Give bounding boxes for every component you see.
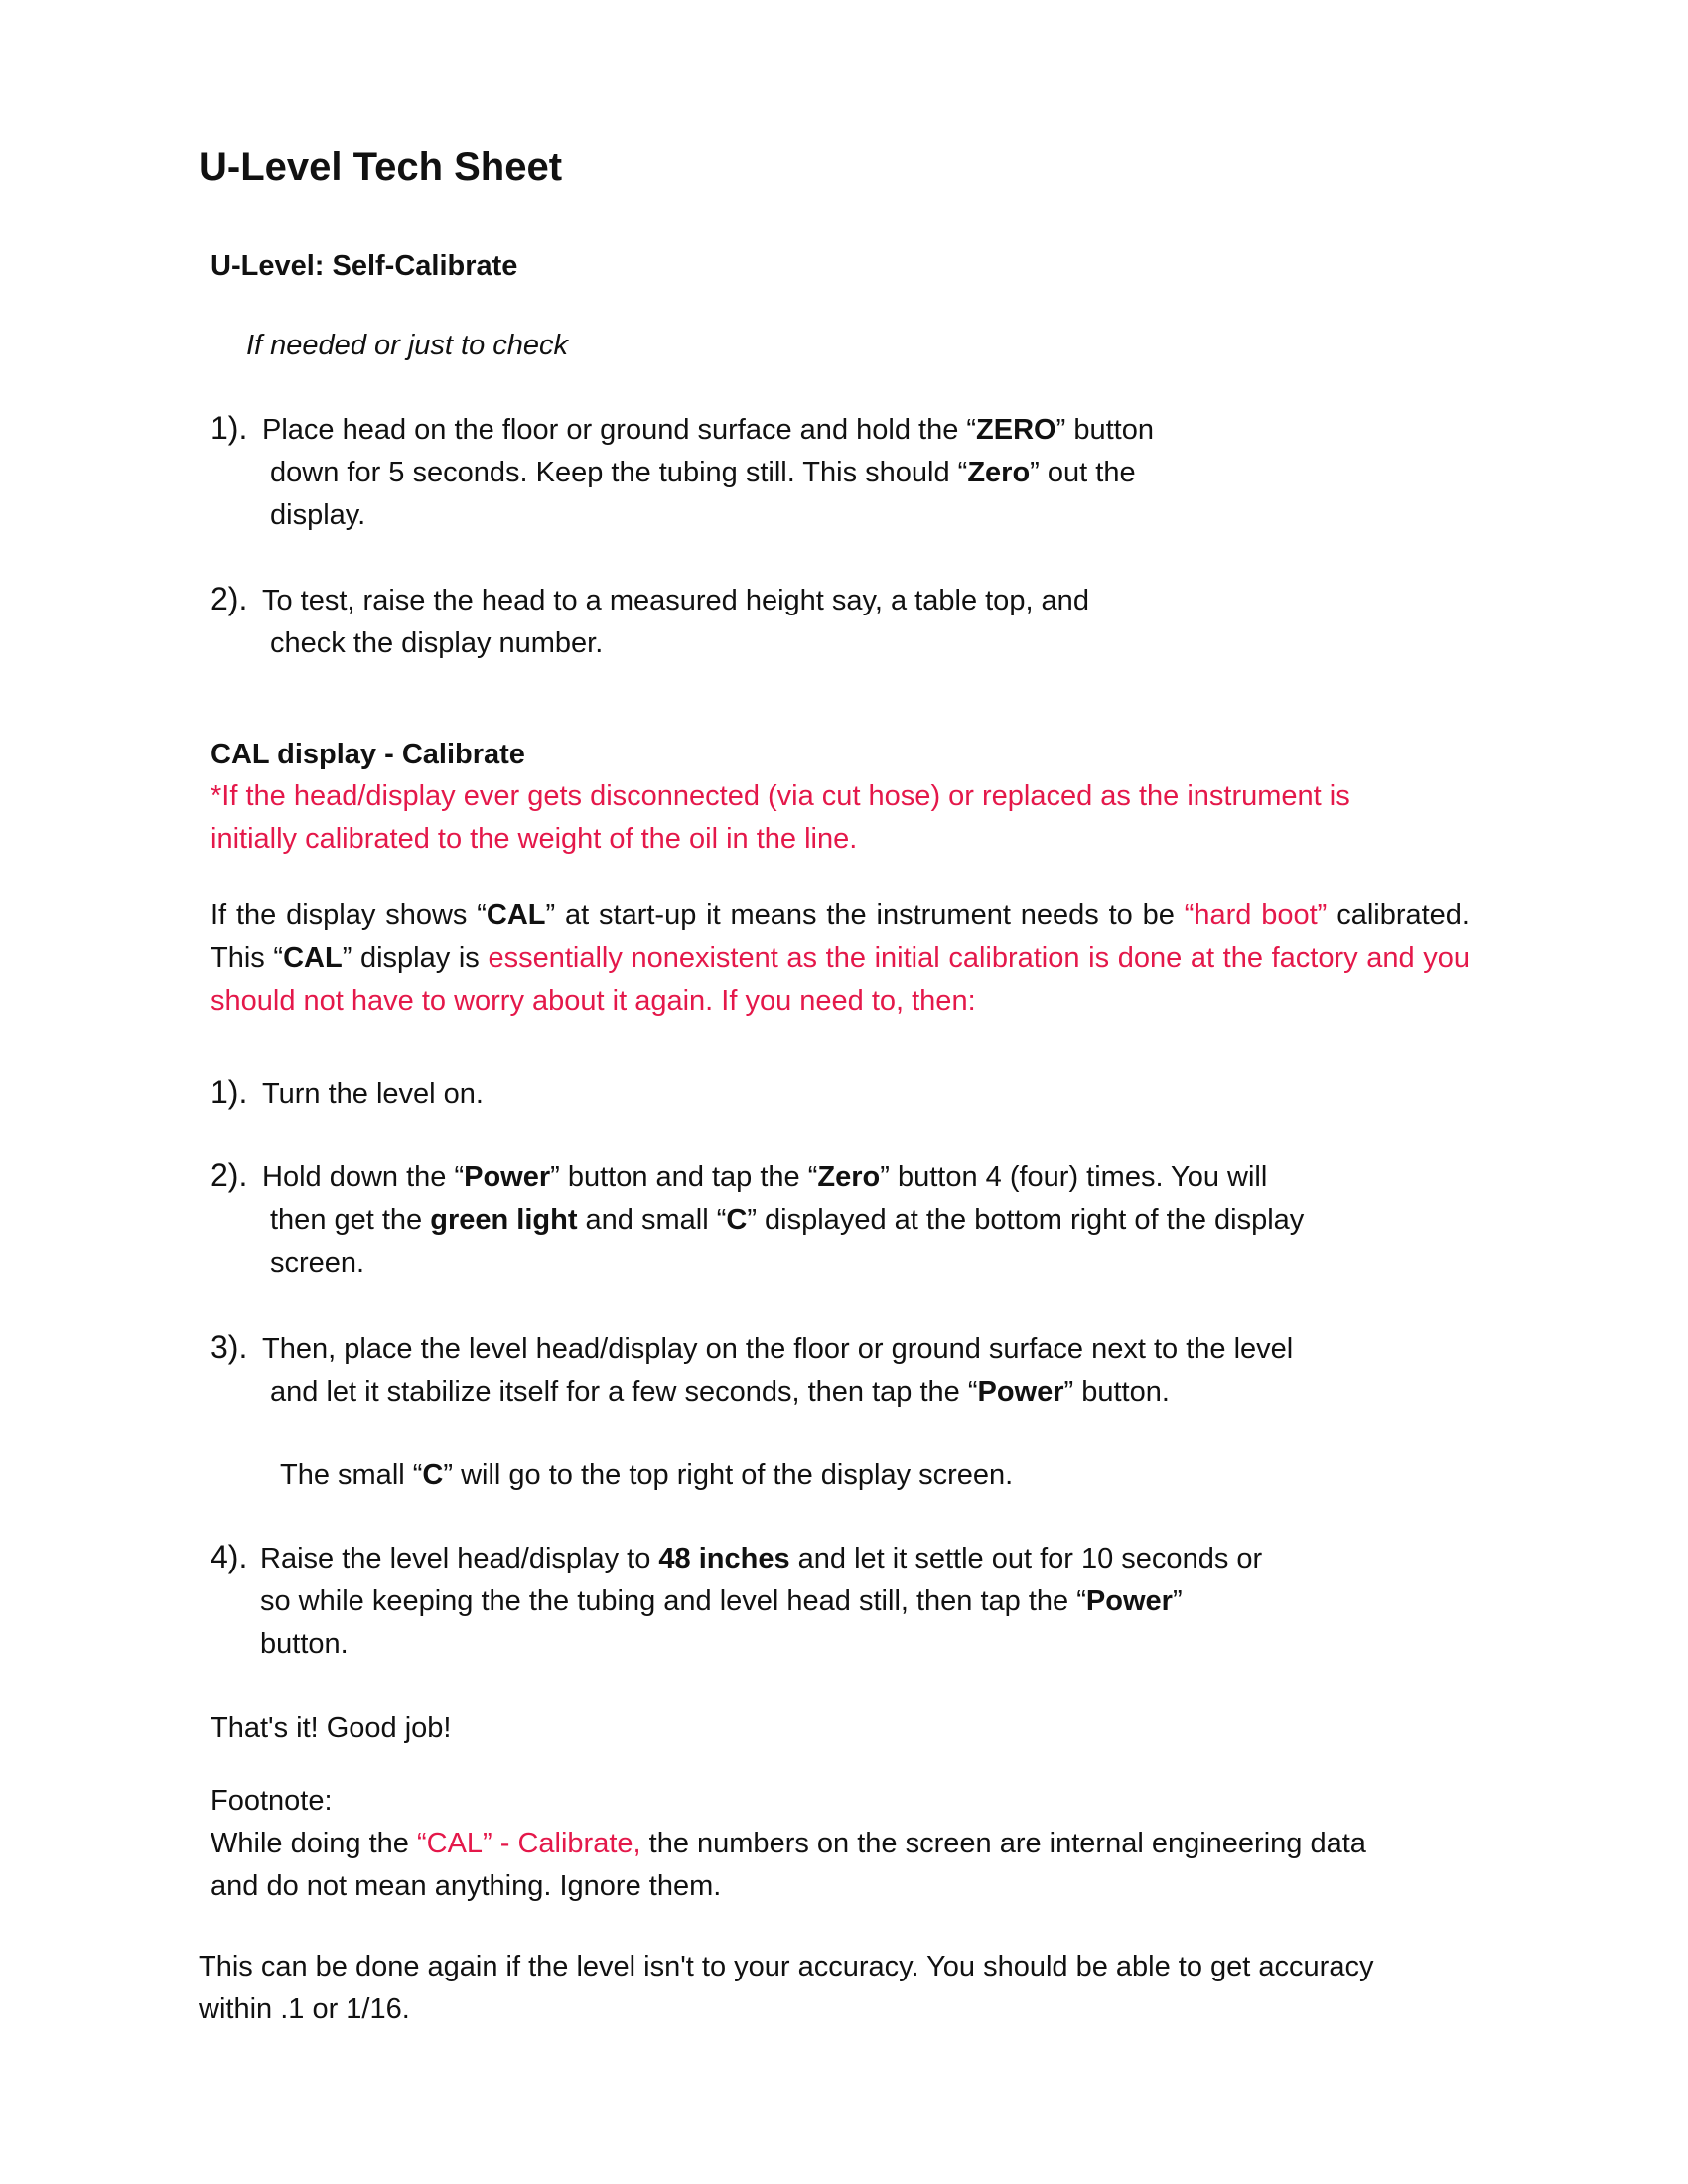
step-number: 4).: [211, 1539, 248, 1574]
footnote-label: Footnote:: [211, 1785, 333, 1817]
cal-intro-paragraph: If the display shows “CAL” at start-up it means the instrument needs to be “hard boot” calibrated. This “CAL” display is essentially nonexistent as the initial calibration is done at the factory and you should not have to worry about it again. If you need to, then:: [211, 899, 1470, 1017]
page-title: U-Level Tech Sheet: [199, 145, 563, 189]
done-message: That's it! Good job!: [211, 1712, 452, 1744]
cal-step-3-note: The small “C” will go to the top right of the display screen.: [280, 1459, 1014, 1491]
final-note: This can be done again if the level isn't to your accuracy. You should be able to get accuracy within .1 or 1/16.: [199, 1951, 1374, 2025]
step-number: 1).: [211, 410, 248, 446]
self-calibrate-subtitle: If needed or just to check: [246, 330, 569, 361]
cal-heading: CAL display - Calibrate: [211, 739, 525, 770]
step-number: 2).: [211, 1158, 248, 1193]
cal-step-2: 2). Hold down the “Power” button and tap the “Zero” button 4 (four) times. You will then get the green light and small “C” displayed at the bottom right of the display screen.: [211, 1155, 1304, 1285]
footnote: Footnote: While doing the “CAL” - Calibrate, the numbers on the screen are internal engineering data and do not mean anything. Ignore them.: [211, 1780, 1366, 1908]
self-calibrate-heading: U-Level: Self-Calibrate: [211, 250, 518, 282]
cal-step-1: 1). Turn the level on.: [211, 1071, 484, 1116]
cal-warning: *If the head/display ever gets disconnected (via cut hose) or replaced as the instrument is initially calibrated to the weight of the oil in the line.: [211, 780, 1350, 855]
cal-step-4: 4). Raise the level head/display to 48 inches and let it settle out for 10 seconds or so while keeping the the tubing and level head still, then tap the “Power” button.: [211, 1536, 1262, 1666]
cal-step-3: 3). Then, place the level head/display on the floor or ground surface next to the level and let it stabilize itself for a few seconds, then tap the “Power” button.: [211, 1326, 1293, 1414]
step-number: 3).: [211, 1329, 248, 1365]
self-calibrate-step-2: 2). To test, raise the head to a measured height say, a table top, and check the display number.: [211, 578, 1089, 665]
self-calibrate-step-1: 1). Place head on the floor or ground surface and hold the “ZERO” button down for 5 seconds. Keep the tubing still. This should “Zero” out the display.: [211, 407, 1154, 537]
step-number: 1).: [211, 1074, 248, 1110]
step-number: 2).: [211, 581, 248, 616]
